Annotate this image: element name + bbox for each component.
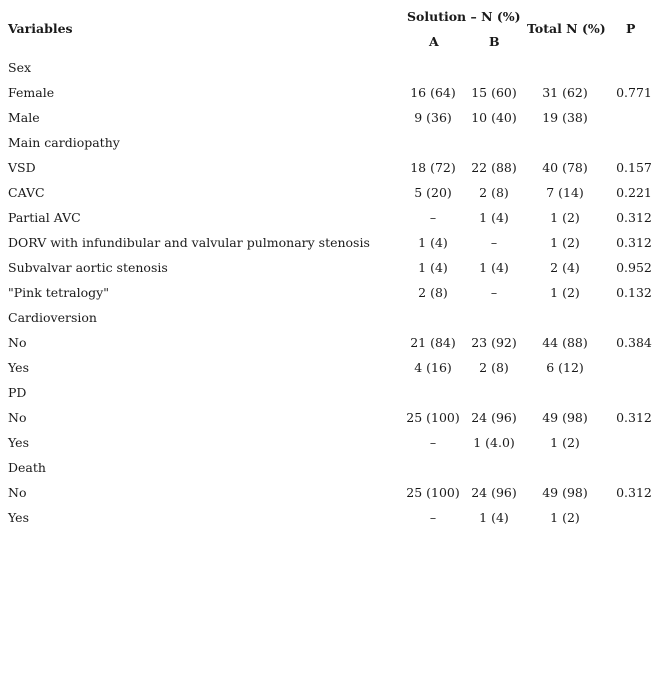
cell-total bbox=[522, 305, 608, 330]
cell-p-value: 0.312 bbox=[616, 410, 652, 425]
table-row bbox=[0, 255, 660, 280]
cell-solution-b: 22 (88) bbox=[471, 160, 517, 175]
cell-p-value bbox=[608, 430, 660, 455]
cell-solution-b: 2 (8) bbox=[479, 360, 509, 375]
cell-solution-a: 25 (100) bbox=[406, 410, 460, 425]
cell-total: 44 (88) bbox=[542, 335, 588, 350]
row-label: Sex bbox=[8, 60, 32, 75]
row-label: DORV with infundibular and valvular pulmonary stenosis bbox=[8, 235, 370, 250]
cell-solution-a: 9 (36) bbox=[414, 110, 452, 125]
cell-solution-b: 2 (8) bbox=[479, 185, 509, 200]
cell-solution-a: – bbox=[429, 435, 437, 450]
row-label: Subvalvar aortic stenosis bbox=[8, 260, 168, 275]
header-col-a: A bbox=[429, 34, 439, 49]
cell-total: 7 (14) bbox=[546, 185, 584, 200]
cell-p-value: 0.384 bbox=[616, 335, 652, 350]
row-label: No bbox=[8, 410, 27, 425]
cell-p-value bbox=[608, 455, 660, 480]
row-label: Main cardiopathy bbox=[8, 135, 120, 150]
cell-total: 49 (98) bbox=[542, 410, 588, 425]
cell-total: 1 (2) bbox=[550, 435, 580, 450]
cell-p-value: 0.952 bbox=[616, 260, 652, 275]
cell-p-value: 0.157 bbox=[616, 160, 652, 175]
row-label: "Pink tetralogy" bbox=[8, 285, 109, 300]
cell-p-value bbox=[608, 55, 660, 80]
cell-p-value: 0.221 bbox=[616, 185, 652, 200]
cell-p-value bbox=[608, 105, 660, 130]
header-variables: Variables bbox=[8, 21, 73, 36]
cell-total: 40 (78) bbox=[542, 160, 588, 175]
table-row bbox=[0, 130, 660, 155]
cell-solution-a: 25 (100) bbox=[406, 485, 460, 500]
row-label: PD bbox=[8, 385, 27, 400]
row-label: Male bbox=[8, 110, 40, 125]
cell-solution-a: 1 (4) bbox=[418, 235, 448, 250]
cell-p-value bbox=[608, 305, 660, 330]
table-row bbox=[0, 455, 660, 480]
cell-solution-b bbox=[466, 455, 522, 480]
cell-solution-b bbox=[466, 55, 522, 80]
cell-total: 1 (2) bbox=[550, 235, 580, 250]
cell-solution-a: – bbox=[429, 210, 437, 225]
cell-total bbox=[522, 55, 608, 80]
cell-solution-b: 1 (4) bbox=[479, 210, 509, 225]
cell-solution-b bbox=[466, 305, 522, 330]
table-row bbox=[0, 55, 660, 80]
cell-p-value: 0.312 bbox=[616, 210, 652, 225]
row-label: CAVC bbox=[8, 185, 45, 200]
cell-solution-a: – bbox=[429, 510, 437, 525]
cell-solution-a: 2 (8) bbox=[418, 285, 448, 300]
row-label: No bbox=[8, 335, 27, 350]
row-label: Death bbox=[8, 460, 46, 475]
cell-solution-b: 24 (96) bbox=[471, 485, 517, 500]
table-row bbox=[0, 80, 660, 105]
row-label: Female bbox=[8, 85, 55, 100]
data-table bbox=[0, 55, 660, 530]
cell-solution-a: 16 (64) bbox=[410, 85, 456, 100]
cell-p-value bbox=[608, 130, 660, 155]
cell-solution-a: 18 (72) bbox=[410, 160, 456, 175]
cell-total bbox=[522, 130, 608, 155]
cell-p-value: 0.132 bbox=[616, 285, 652, 300]
cell-solution-b: – bbox=[490, 285, 498, 300]
header-total: Total N (%) bbox=[527, 21, 606, 36]
header-p: P bbox=[626, 21, 636, 36]
cell-total: 1 (2) bbox=[550, 285, 580, 300]
row-label: Cardioversion bbox=[8, 310, 97, 325]
cell-solution-a bbox=[400, 130, 466, 155]
cell-p-value bbox=[608, 380, 660, 405]
table-body bbox=[0, 55, 660, 530]
table-row bbox=[0, 105, 660, 130]
cell-solution-b: 10 (40) bbox=[471, 110, 517, 125]
row-label: Yes bbox=[8, 435, 29, 450]
cell-p-value bbox=[608, 505, 660, 530]
cell-total: 1 (2) bbox=[550, 510, 580, 525]
cell-p-value: 0.312 bbox=[616, 485, 652, 500]
cell-solution-b: 1 (4) bbox=[479, 510, 509, 525]
cell-solution-b: 23 (92) bbox=[471, 335, 517, 350]
cell-solution-a bbox=[400, 380, 466, 405]
cell-total bbox=[522, 455, 608, 480]
table-row bbox=[0, 405, 660, 430]
table-row bbox=[0, 305, 660, 330]
cell-solution-a: 21 (84) bbox=[410, 335, 456, 350]
table-row bbox=[0, 380, 660, 405]
cell-p-value bbox=[608, 355, 660, 380]
cell-total: 31 (62) bbox=[542, 85, 588, 100]
cell-p-value: 0.771 bbox=[616, 85, 652, 100]
cell-total: 19 (38) bbox=[542, 110, 588, 125]
cell-solution-b: 24 (96) bbox=[471, 410, 517, 425]
cell-total bbox=[522, 380, 608, 405]
table-row bbox=[0, 480, 660, 505]
table-row bbox=[0, 205, 660, 230]
cell-p-value: 0.312 bbox=[616, 235, 652, 250]
row-label: Yes bbox=[8, 510, 29, 525]
cell-solution-b bbox=[466, 130, 522, 155]
cell-solution-b: – bbox=[490, 235, 498, 250]
cell-solution-a bbox=[400, 55, 466, 80]
row-label: VSD bbox=[8, 160, 36, 175]
table-row bbox=[0, 230, 660, 255]
cell-total: 2 (4) bbox=[550, 260, 580, 275]
cell-solution-b: 15 (60) bbox=[471, 85, 517, 100]
table-row bbox=[0, 355, 660, 380]
header-col-b: B bbox=[489, 34, 500, 49]
cell-total: 1 (2) bbox=[550, 210, 580, 225]
table-row bbox=[0, 280, 660, 305]
table-row bbox=[0, 155, 660, 180]
cell-solution-a bbox=[400, 305, 466, 330]
table-row bbox=[0, 430, 660, 455]
cell-solution-b bbox=[466, 380, 522, 405]
row-label: No bbox=[8, 485, 27, 500]
cell-total: 6 (12) bbox=[546, 360, 584, 375]
cell-total: 49 (98) bbox=[542, 485, 588, 500]
cell-solution-a bbox=[400, 455, 466, 480]
cell-solution-b: 1 (4.0) bbox=[473, 435, 515, 450]
cell-solution-b: 1 (4) bbox=[479, 260, 509, 275]
cell-solution-a: 5 (20) bbox=[414, 185, 452, 200]
cell-solution-a: 4 (16) bbox=[414, 360, 452, 375]
row-label: Partial AVC bbox=[8, 210, 81, 225]
table-row bbox=[0, 180, 660, 205]
row-label: Yes bbox=[8, 360, 29, 375]
header-solution-group: Solution – N (%) bbox=[407, 9, 521, 24]
cell-solution-a: 1 (4) bbox=[418, 260, 448, 275]
table-row bbox=[0, 505, 660, 530]
table-row bbox=[0, 330, 660, 355]
